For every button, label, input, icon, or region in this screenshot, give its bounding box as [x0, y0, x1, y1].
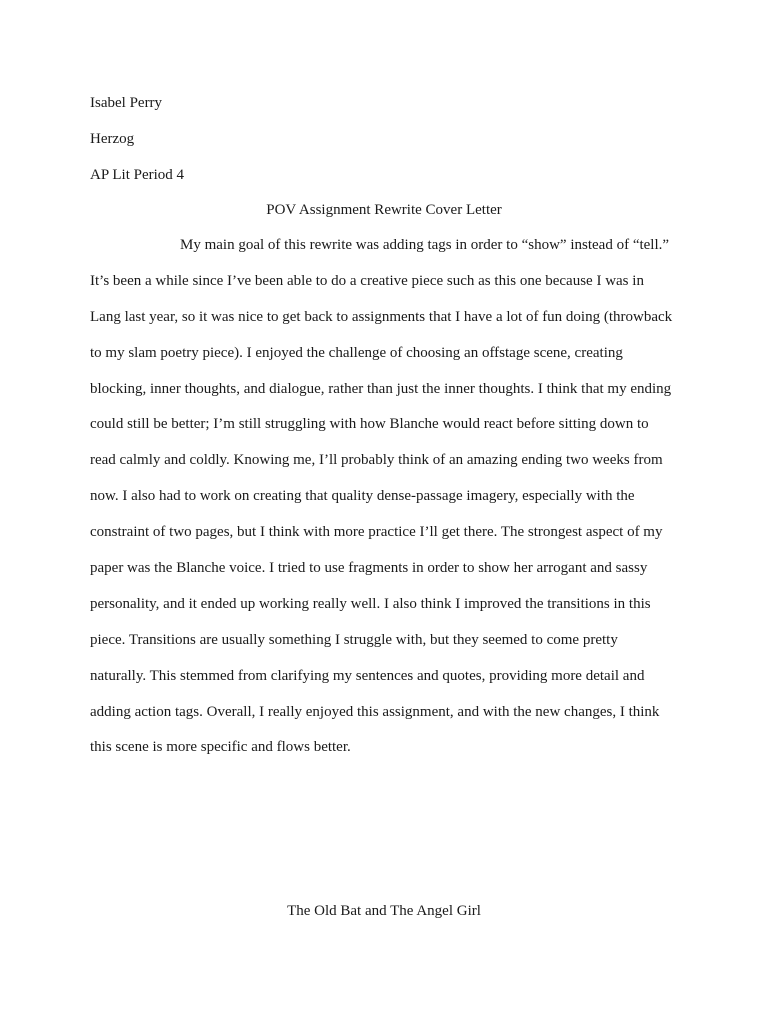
body-line: to my slam poetry piece). I enjoyed the challenge of choosing an offstage scene, creating	[90, 344, 623, 361]
cover-letter-title: POV Assignment Rewrite Cover Letter	[266, 202, 502, 218]
body-line: piece. Transitions are usually something I struggle with, but they seemed to come pretty	[90, 631, 618, 648]
body-line: read calmly and coldly. Knowing me, I’ll probably think of an amazing ending two weeks from	[90, 452, 663, 469]
body-line: It’s been a while since I’ve been able to do a creative piece such as this one because I was in	[90, 272, 644, 289]
body-line: personality, and it ended up working really well. I also think I improved the transitions in this	[90, 595, 651, 612]
teacher-name: Herzog	[90, 131, 135, 147]
body-line: blocking, inner thoughts, and dialogue, rather than just the inner thoughts. I think that my ending	[90, 380, 672, 397]
body-line: naturally. This stemmed from clarifying my sentences and quotes, providing more detail and	[90, 667, 645, 684]
body-line: now. I also had to work on creating that quality dense-passage imagery, especially with the	[90, 488, 635, 505]
body-line: Lang last year, so it was nice to get back to assignments that I have a lot of fun doing (throwback	[90, 308, 673, 325]
story-title: The Old Bat and The Angel Girl	[287, 903, 481, 919]
author-name: Isabel Perry	[90, 95, 163, 111]
body-line: paper was the Blanche voice. I tried to use fragments in order to show her arrogant and sassy	[90, 560, 648, 577]
body-line: could still be better; I’m still struggling with how Blanche would react before sitting down to	[90, 416, 649, 433]
cover-letter-body	[90, 236, 690, 774]
body-line: this scene is more specific and flows better.	[90, 739, 351, 756]
body-line: constraint of two pages, but I think with more practice I’ll get there. The strongest aspect of my	[90, 524, 663, 541]
body-line: My main goal of this rewrite was adding tags in order to “show” instead of “tell.”	[180, 237, 670, 253]
body-line: adding action tags. Overall, I really enjoyed this assignment, and with the new changes, I think	[90, 703, 660, 720]
class-period: AP Lit Period 4	[90, 167, 185, 183]
